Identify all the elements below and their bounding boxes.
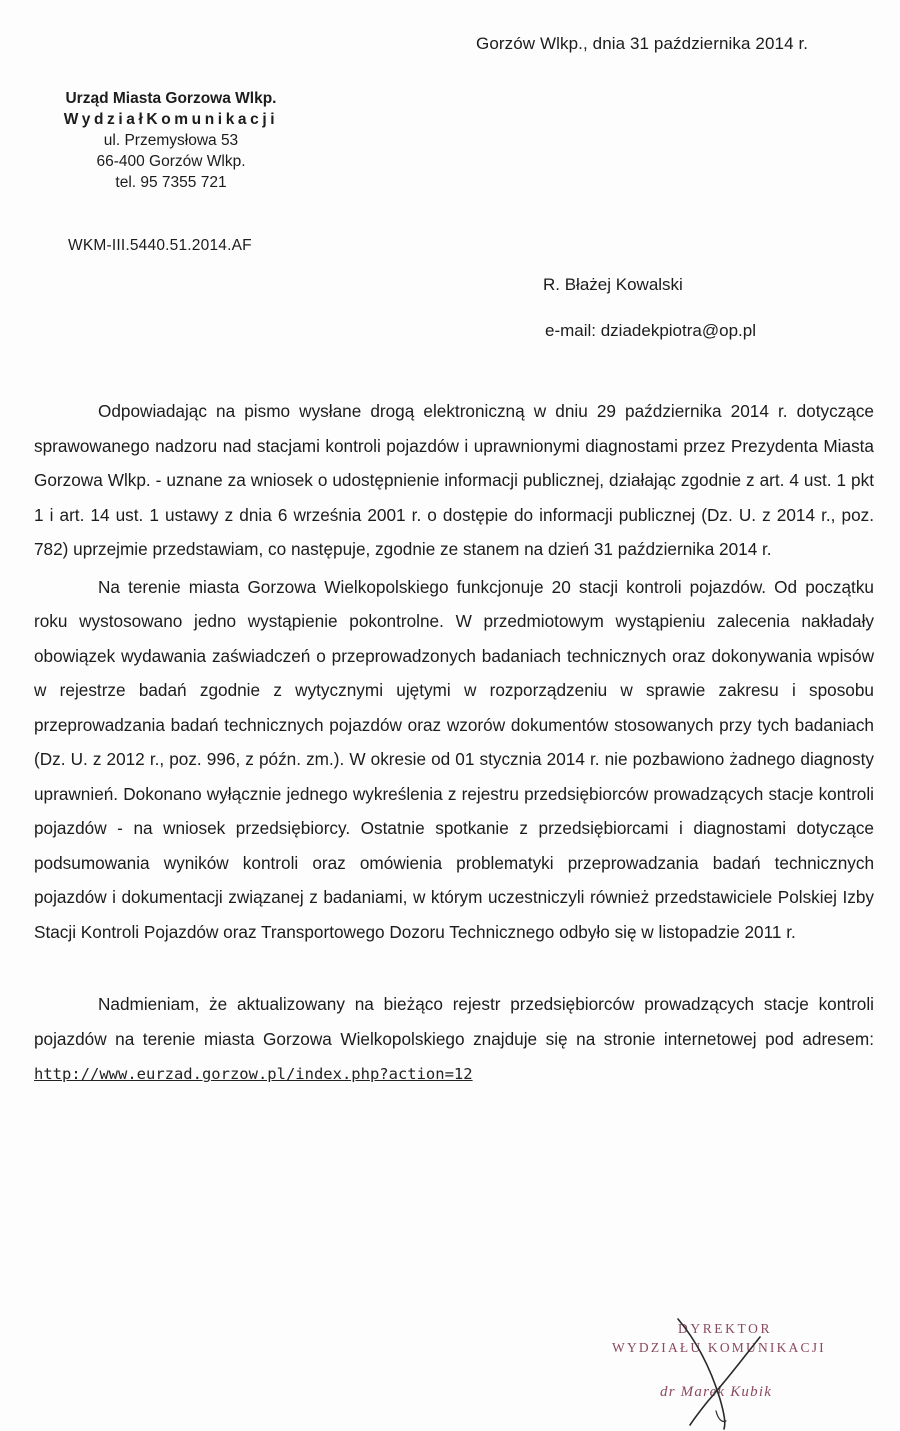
sender-phone: tel. 95 7355 721 bbox=[115, 174, 227, 191]
sender-street: ul. Przemysłowa 53 bbox=[103, 132, 239, 149]
sender-block bbox=[36, 88, 306, 193]
place-date: Gorzów Wlkp., dnia 31 października 2014 r. bbox=[476, 34, 809, 53]
body-paragraph-3 bbox=[34, 987, 874, 1092]
body-paragraph-3-text: Nadmieniam, że aktualizowany na bieżąco rejestr przedsiębiorców prowadzących stacje kontroli pojazdów na terenie miasta Gorzowa Wielkopolskiego znajduje się na stronie internetowej pod adresem: bbox=[34, 994, 874, 1049]
handwritten-signature bbox=[660, 1315, 780, 1431]
sender-department: WydziałKomunikacji bbox=[63, 111, 279, 128]
body-paragraph-1: Odpowiadając na pismo wysłane drogą elektroniczną w dniu 29 października 2014 r. dotyczące sprawowanego nadzoru nad stacjami kontroli pojazdów i uprawnionymi diagnostami przez Prezydenta Miasta Gorzowa Wlkp. - uznane za wniosek o udostępnienie informacji publicznej, działając zgodnie z art. 4 ust. 1 pkt 1 i art. 14 ust. 1 ustawy z dnia 6 września 2001 r. o dostępie do informacji publicznej (Dz. U. z 2014 r., poz. 782) uprzejmie przedstawiam, co następuje, zgodnie ze stanem na dzień 31 października 2014 r. bbox=[34, 401, 874, 559]
stamp-unit: WYDZIAŁU KOMUNIKACJI bbox=[612, 1340, 826, 1355]
stamp-name: dr Marek Kubik bbox=[660, 1384, 773, 1400]
sender-city: 66-400 Gorzów Wlkp. bbox=[96, 153, 246, 170]
register-link[interactable]: http://www.eurzad.gorzow.pl/index.php?action=12 bbox=[34, 1065, 473, 1083]
recipient-name: R. Błażej Kowalski bbox=[543, 275, 683, 294]
stamp-title: DYREKTOR bbox=[678, 1321, 773, 1336]
letter-body bbox=[34, 394, 874, 1092]
body-paragraph-2: Na terenie miasta Gorzowa Wielkopolskiego funkcjonuje 20 stacji kontroli pojazdów. Od początku roku wystosowano jedno wystąpienie pokontrolne. W przedmiotowym wystąpieniu zalecenia nakładały obowiązek wydawania zaświadczeń o przeprowadzonych badaniach technicznych oraz dokonywania wpisów w rejestrze badań zgodnie z wytycznymi ujętymi w rozporządzeniu w sprawie zakresu i sposobu przeprowadzania badań technicznych pojazdów oraz wzorów dokumentów stosowanych przy tych badaniach (Dz. U. z 2012 r., poz. 996, z późn. zm.). W okresie od 01 stycznia 2014 r. nie pozbawiono żadnego diagnosty uprawnień. Dokonano wyłącznie jednego wykreślenia z rejestru przedsiębiorców prowadzących stacje kontroli pojazdów - na wniosek przedsiębiorcy. Ostatnie spotkanie z przedsiębiorcami i diagnostami dotyczące podsumowania wyników kontroli oraz omówienia problematyki przeprowadzania badań technicznych pojazdów i dokumentacji związanej z badaniami, w którym uczestniczyli również przedstawiciele Polskiej Izby Stacji Kontroli Pojazdów oraz Transportowego Dozoru Technicznego odbyło się w listopadzie 2011 r. bbox=[34, 576, 874, 942]
recipient-email: e-mail: dziadekpiotra@op.pl bbox=[545, 321, 756, 340]
sender-office: Urząd Miasta Gorzowa Wlkp. bbox=[65, 90, 277, 107]
reference-number: WKM-III.5440.51.2014.AF bbox=[68, 237, 252, 254]
